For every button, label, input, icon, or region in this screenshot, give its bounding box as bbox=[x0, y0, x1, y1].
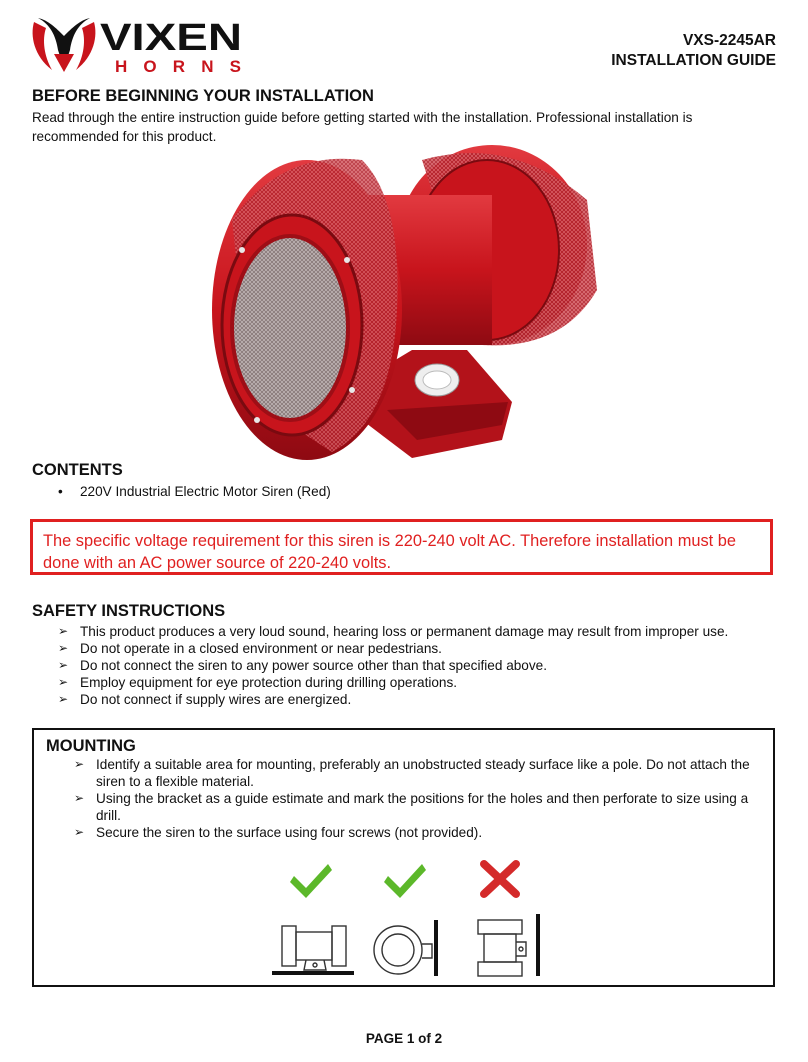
siren-product-image bbox=[212, 140, 607, 465]
horn-emblem-icon bbox=[33, 18, 96, 72]
wall-surface bbox=[434, 920, 438, 976]
list-item: • 220V Industrial Electric Motor Siren (Red) bbox=[58, 484, 331, 499]
model-number: VXS-2245AR bbox=[682, 32, 776, 49]
list-item: ➢ Do not operate in a closed environment or near pedestrians. bbox=[58, 641, 442, 656]
mounting-list bbox=[74, 756, 764, 841]
arrow-bullet-icon: ➢ bbox=[58, 658, 69, 672]
before-heading: BEFORE BEGINNING YOUR INSTALLATION bbox=[32, 87, 374, 105]
arrow-bullet-icon: ➢ bbox=[58, 692, 69, 706]
arrow-bullet-icon: ➢ bbox=[74, 825, 85, 839]
mounting-diagrams bbox=[270, 858, 560, 983]
bullet-icon: • bbox=[58, 484, 63, 499]
list-item: ➢ Employ equipment for eye protection during drilling operations. bbox=[58, 675, 458, 690]
wall-mount-side-diagram bbox=[374, 926, 432, 974]
safety-heading: SAFETY INSTRUCTIONS bbox=[32, 602, 226, 620]
list-item: ➢ Secure the siren to the surface using four screws (not provided). bbox=[74, 825, 483, 840]
wall-surface bbox=[536, 914, 540, 976]
list-item: ➢ Identify a suitable area for mounting, preferably an unobstructed steady surface like a pole. Do not attach the siren to a flexible material. bbox=[74, 757, 750, 789]
contents-heading: CONTENTS bbox=[32, 461, 123, 479]
list-item: ➢ Using the bracket as a guide estimate and mark the positions for the holes and then perforate to size using a drill. bbox=[74, 791, 749, 823]
mounting-heading: MOUNTING bbox=[46, 737, 136, 755]
contents-list bbox=[58, 484, 331, 499]
safety-list bbox=[58, 623, 778, 708]
arrow-bullet-icon: ➢ bbox=[58, 675, 69, 689]
page-number: PAGE 1 of 2 bbox=[365, 1031, 443, 1046]
list-item: ➢ Do not connect if supply wires are energized. bbox=[58, 692, 352, 707]
check-icon bbox=[384, 864, 426, 898]
arrow-bullet-icon: ➢ bbox=[74, 791, 85, 805]
arrow-bullet-icon: ➢ bbox=[74, 757, 85, 771]
voltage-warning-box bbox=[30, 519, 773, 575]
before-text: Read through the entire instruction guide before getting started with the installation. Professional installation is recommended for this product. bbox=[32, 110, 693, 144]
wall-mount-wrong-diagram bbox=[478, 920, 526, 976]
list-item: ➢ Do not connect the siren to any power source other than that specified above. bbox=[58, 658, 548, 673]
brand-sub: HORNS bbox=[115, 57, 241, 76]
floor-mount-diagram bbox=[282, 926, 346, 970]
arrow-bullet-icon: ➢ bbox=[58, 624, 69, 638]
brand-name: VIXEN bbox=[100, 17, 242, 59]
doc-title: INSTALLATION GUIDE bbox=[611, 52, 776, 69]
mounting-box bbox=[32, 728, 775, 987]
floor-surface bbox=[272, 971, 354, 975]
check-icon bbox=[290, 864, 332, 898]
vixen-horns-logo bbox=[30, 14, 245, 76]
arrow-bullet-icon: ➢ bbox=[58, 641, 69, 655]
voltage-warning-text: The specific voltage requirement for this siren is 220-240 volt AC. Therefore installation must be done with an AC power source of 220-240 volts. bbox=[43, 532, 736, 572]
cross-icon bbox=[484, 864, 516, 894]
list-item: ➢ This product produces a very loud sound, hearing loss or permanent damage may result from improper use. bbox=[58, 624, 729, 639]
